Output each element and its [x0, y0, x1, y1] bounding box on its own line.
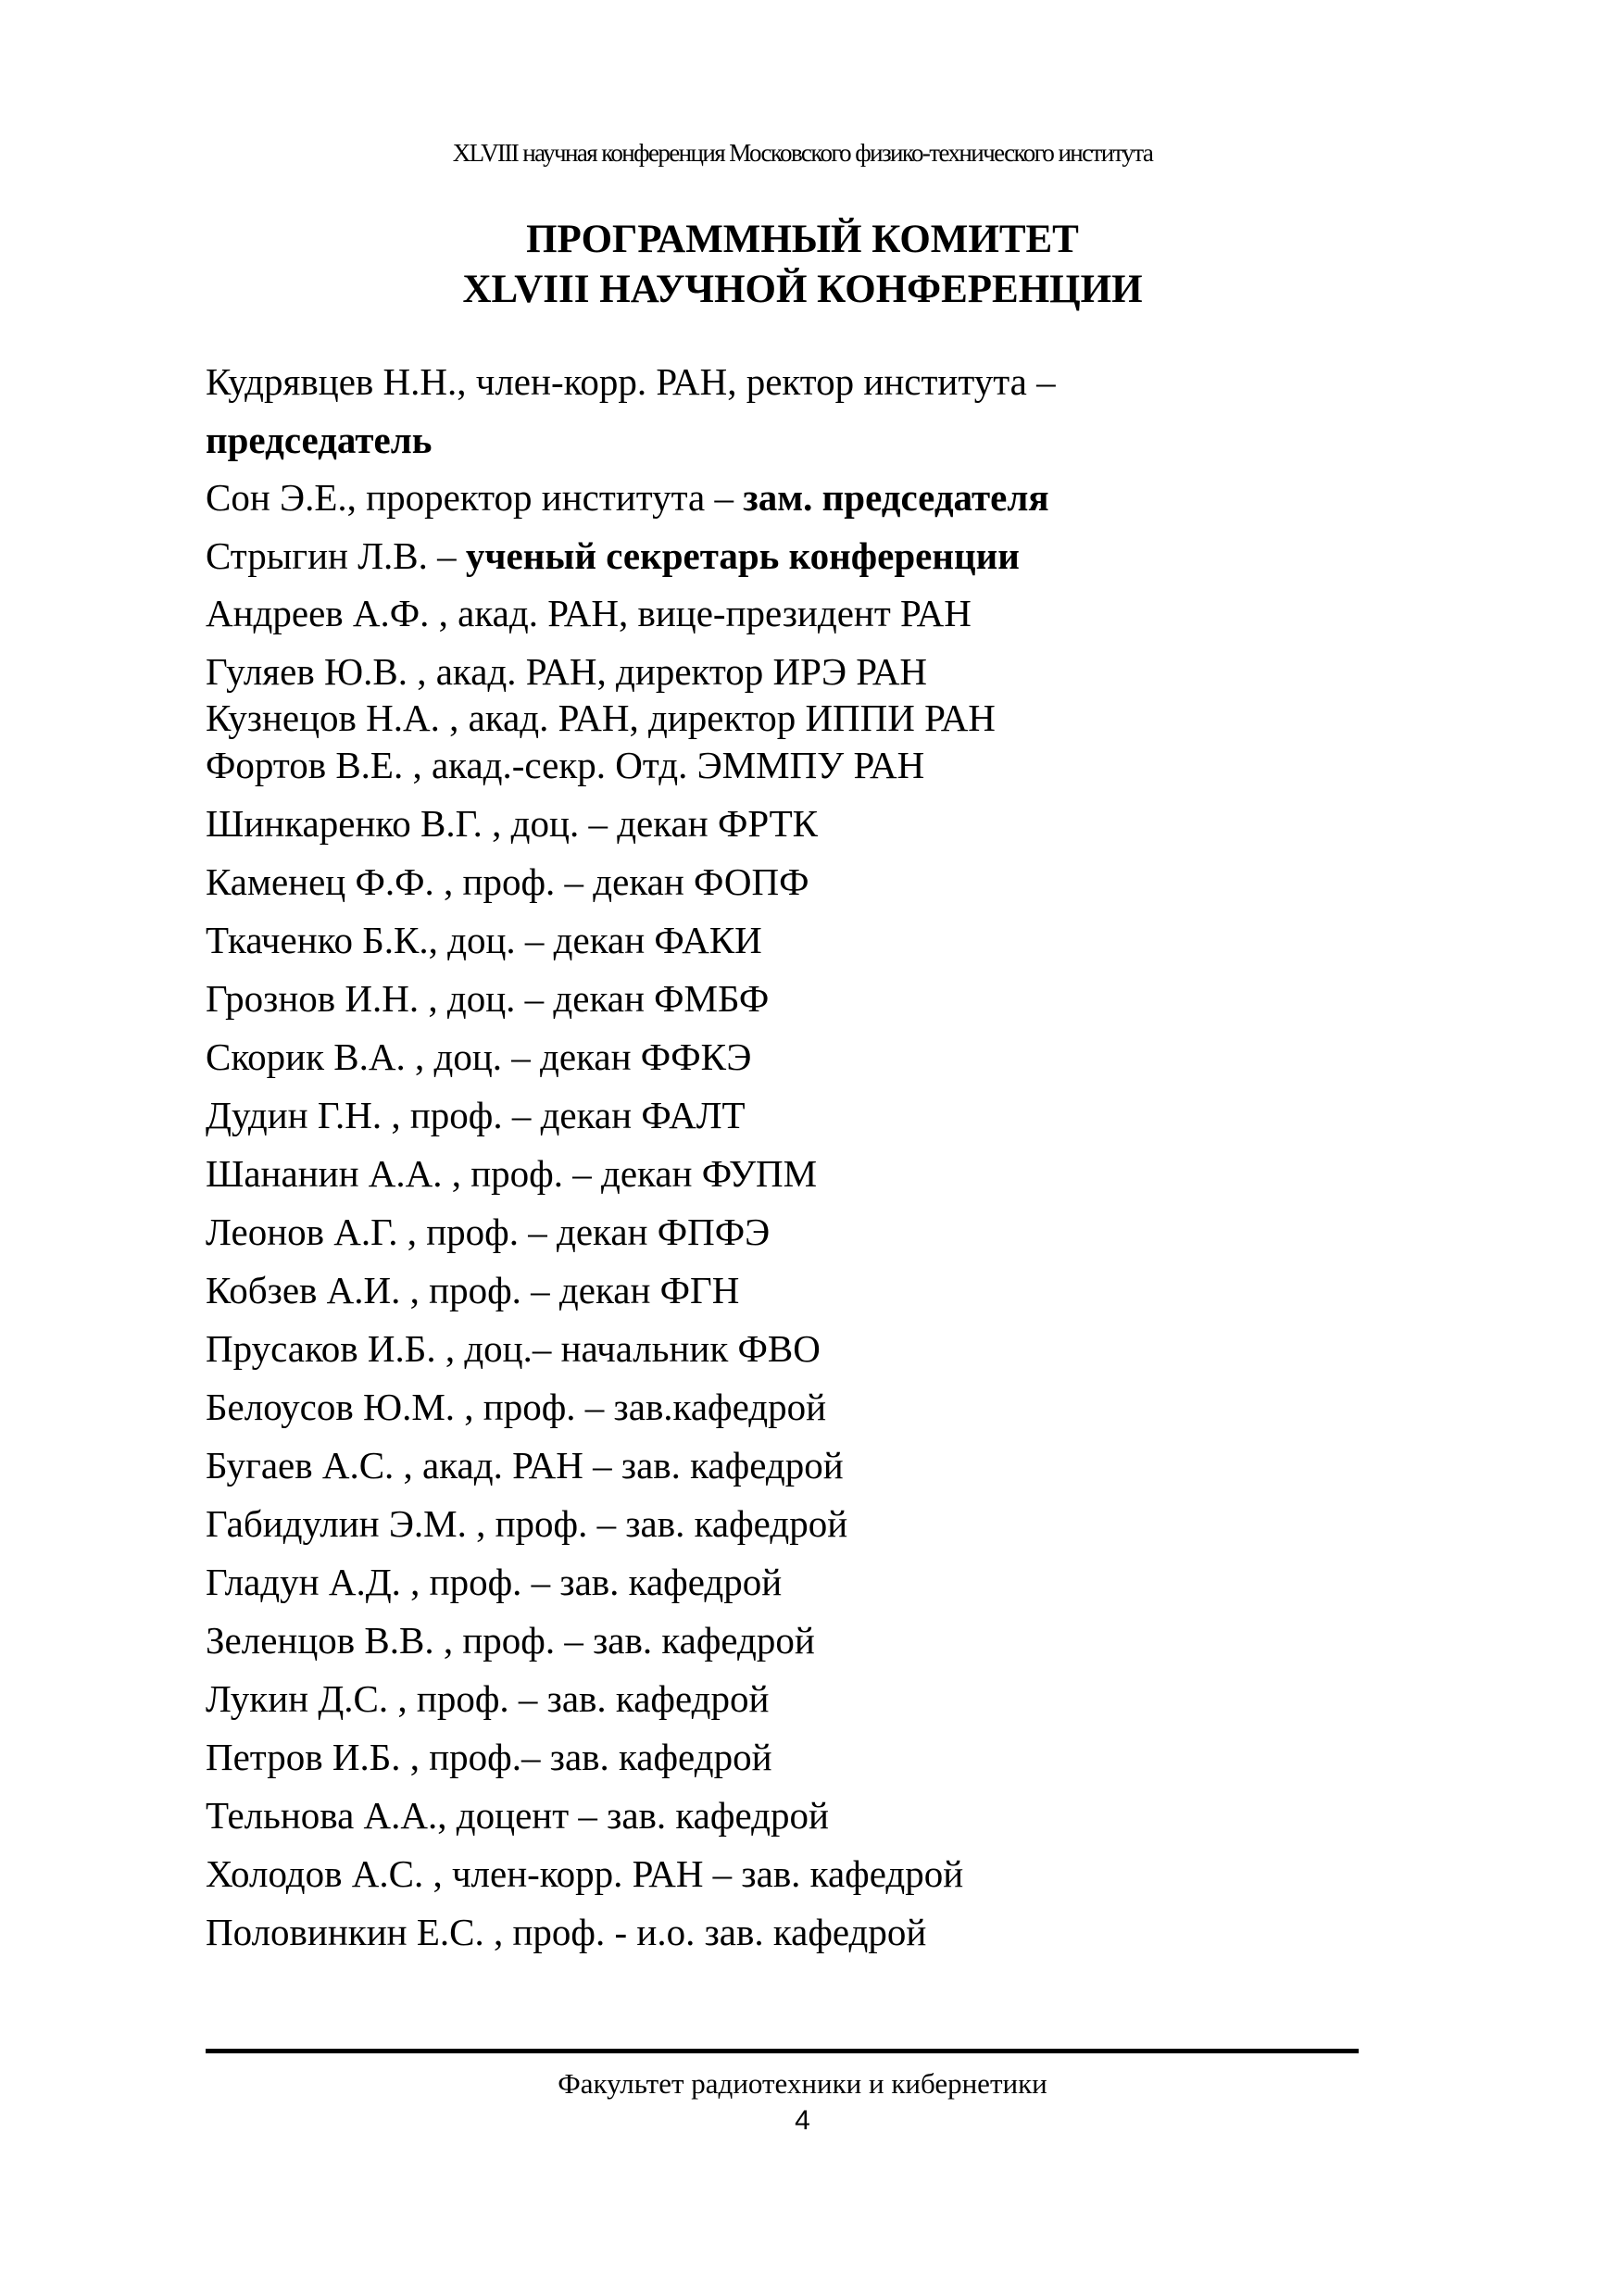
member-text: Бугаев А.С. , акад. РАН – зав. кафедрой: [206, 1444, 844, 1487]
member-item: [206, 801, 818, 846]
member-text: Шинкаренко В.Г. , доц. – декан ФРТК: [206, 802, 819, 845]
member-text: Леонов А.Г. , проф. – декан ФПФЭ: [206, 1211, 771, 1253]
member-item: [206, 475, 1049, 520]
member-text: Андреев А.Ф. , акад. РАН, вице-президент РАН: [206, 592, 972, 634]
member-text: Прусаков И.Б. , доц.– начальник ФВО: [206, 1327, 821, 1370]
member-text: Тельнова А.А., доцент – зав. кафедрой: [206, 1794, 829, 1837]
title-line-2: XLVIII НАУЧНОЙ КОНФЕРЕНЦИИ: [462, 268, 1143, 311]
member-text: Сон Э.Е., проректор института –: [206, 476, 744, 519]
member-text: Лукин Д.С. , проф. – зав. кафедрой: [206, 1677, 770, 1720]
member-item: [206, 533, 1020, 578]
member-text: Белоусов Ю.М. , проф. – зав.кафедрой: [206, 1386, 827, 1428]
member-item: [206, 1793, 829, 1838]
member-item: [206, 418, 432, 462]
member-text: Кудрявцев Н.Н., член-корр. РАН, ректор института –: [206, 360, 1056, 403]
member-text: Гладун А.Д. , проф. – зав. кафедрой: [206, 1561, 783, 1603]
member-text: Дудин Г.Н. , проф. – декан ФАЛТ: [206, 1094, 746, 1136]
member-text: Половинкин Е.С. , проф. - и.о. зав. кафедрой: [206, 1911, 927, 1953]
member-text: Скорик В.А. , доц. – декан ФФКЭ: [206, 1035, 752, 1078]
member-item: [206, 1326, 821, 1371]
member-role-bold: зам. председателя: [743, 476, 1049, 519]
footer-faculty-name: Факультет радиотехники и кибернетики: [558, 2067, 1047, 2100]
member-item: [206, 918, 762, 962]
member-role-bold: председатель: [206, 419, 433, 461]
member-text: Фортов В.Е. , акад.-секр. Отд. ЭММПУ РАН: [206, 744, 925, 786]
member-item: [206, 591, 972, 635]
member-item: [206, 1151, 817, 1196]
member-text: Габидулин Э.М. , проф. – зав. кафедрой: [206, 1502, 848, 1545]
member-item: [206, 359, 1056, 404]
member-item: [206, 1851, 963, 1896]
member-item: [206, 1676, 769, 1721]
member-text: Стрыгин Л.В. –: [206, 534, 466, 577]
title-line-1: ПРОГРАММНЫЙ КОМИТЕТ: [526, 218, 1079, 261]
member-item: [206, 1735, 772, 1779]
member-item: [206, 976, 769, 1021]
member-role-bold: ученый секретарь конференции: [465, 534, 1020, 577]
member-item: [206, 1093, 746, 1137]
member-item: [206, 1501, 847, 1546]
member-item: [206, 1268, 739, 1312]
member-text: Холодов А.С. , член-корр. РАН – зав. кафедрой: [206, 1852, 964, 1895]
page-number: 4: [795, 2105, 810, 2136]
member-item: [206, 1210, 770, 1254]
member-text: Гуляев Ю.В. , акад. РАН, директор ИРЭ РАН: [206, 650, 928, 693]
member-text: Кузнецов Н.А. , акад. РАН, директор ИППИ РАН: [206, 696, 996, 739]
member-item: [206, 859, 809, 904]
member-item: [206, 743, 924, 787]
member-text: Шананин А.А. , проф. – декан ФУПМ: [206, 1152, 818, 1195]
member-item: [206, 1618, 815, 1662]
member-item: [206, 1443, 844, 1487]
member-text: Зеленцов В.В. , проф. – зав. кафедрой: [206, 1619, 815, 1662]
member-item: [206, 1035, 752, 1079]
member-text: Каменец Ф.Ф. , проф. – декан ФОПФ: [206, 860, 809, 903]
member-item: [206, 649, 927, 694]
member-item: [206, 1560, 782, 1604]
footer-divider: [206, 2049, 1359, 2053]
member-item: [206, 1910, 926, 1954]
member-text: Кобзев А.И. , проф. – декан ФГН: [206, 1269, 740, 1311]
member-item: [206, 696, 996, 740]
running-head: XLVIII научная конференция Московского физико-технического института: [452, 139, 1153, 167]
member-text: Грознов И.Н. , доц. – декан ФМБФ: [206, 977, 770, 1020]
page-title: [0, 215, 1605, 315]
member-text: Петров И.Б. , проф.– зав. кафедрой: [206, 1736, 772, 1778]
member-text: Ткаченко Б.К., доц. – декан ФАКИ: [206, 919, 762, 961]
member-item: [206, 1385, 826, 1429]
